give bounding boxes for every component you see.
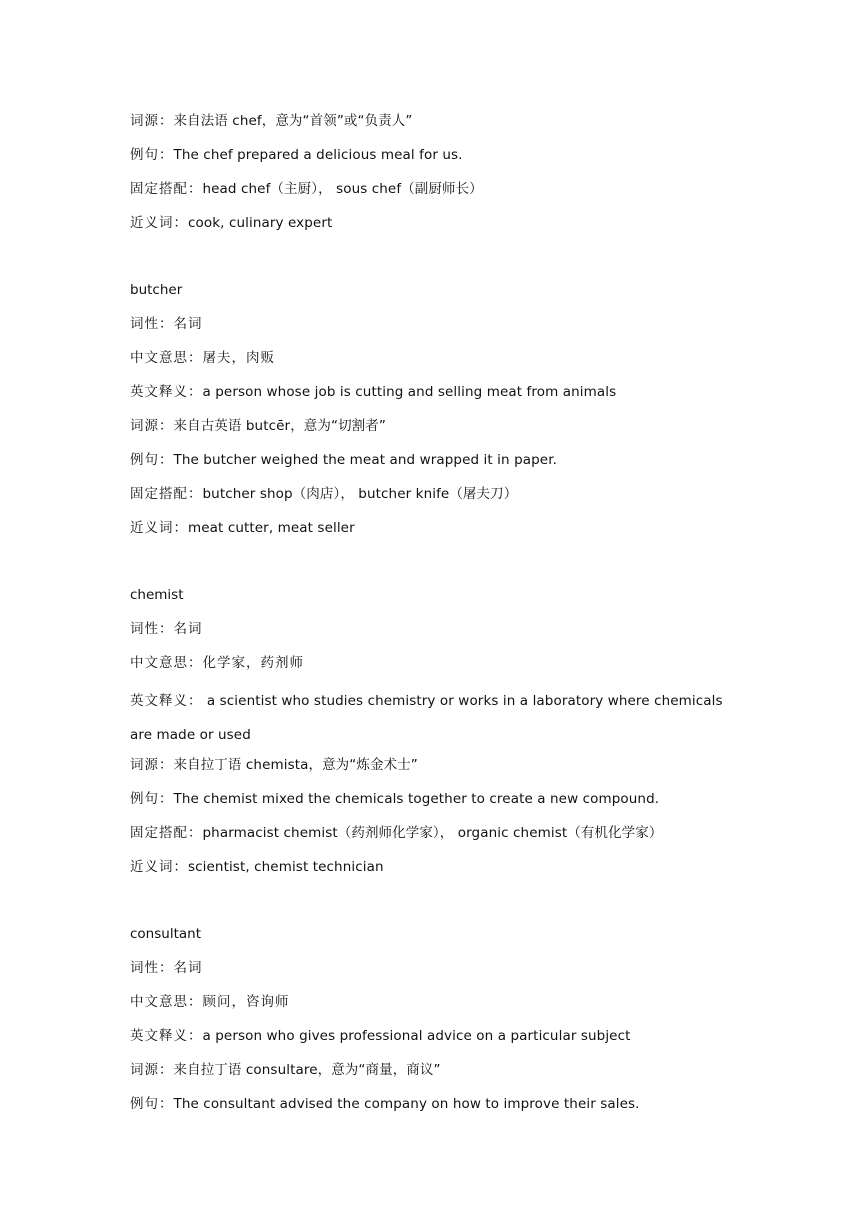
- etymology-label: 词源：: [130, 418, 174, 434]
- meaning-label: 中文意思：: [130, 350, 203, 366]
- spacer: [130, 888, 740, 921]
- chef-example: [130, 142, 740, 176]
- synonyms-text: meat cutter, meat seller: [188, 520, 355, 536]
- collocation-text: pharmacist chemist（药剂师化学家）， organic chemist（有机化学家）: [202, 825, 663, 841]
- example-text: The consultant advised the company on how to improve their sales.: [173, 1096, 640, 1112]
- chemist-meaning: [130, 650, 740, 684]
- butcher-etymology: [130, 413, 740, 447]
- example-label: 例句：: [130, 147, 174, 163]
- chef-collocation: [130, 176, 740, 210]
- definition-text: a person who gives professional advice on a particular subject: [202, 1028, 631, 1044]
- butcher-meaning: [130, 345, 740, 379]
- meaning-text: 屠夫，肉贩: [202, 350, 275, 366]
- pos-label: 词性：: [130, 621, 174, 637]
- etymology-label: 词源：: [130, 113, 174, 129]
- example-text: The chemist mixed the chemicals together to create a new compound.: [173, 791, 660, 807]
- example-label: 例句：: [130, 1096, 174, 1112]
- butcher-example: [130, 447, 740, 481]
- spacer: [130, 244, 740, 277]
- synonyms-text: cook, culinary expert: [188, 215, 333, 231]
- butcher-collocation: [130, 481, 740, 515]
- synonyms-text: scientist, chemist technician: [188, 859, 384, 875]
- headword-butcher: butcher: [130, 282, 183, 298]
- chemist-collocation: [130, 820, 740, 854]
- chemist-pos: [130, 616, 740, 650]
- meaning-label: 中文意思：: [130, 994, 203, 1010]
- definition-text: a person whose job is cutting and selling meat from animals: [202, 384, 617, 400]
- butcher-pos: [130, 311, 740, 345]
- chemist-definition: [130, 684, 740, 752]
- headword-consultant: consultant: [130, 926, 201, 942]
- document-page: [130, 108, 740, 1125]
- etymology-label: 词源：: [130, 757, 174, 773]
- meaning-text: 顾问，咨询师: [202, 994, 290, 1010]
- chef-etymology: [130, 108, 740, 142]
- definition-text: a scientist who studies chemistry or works in a laboratory where chemicals are made or used: [130, 693, 723, 743]
- etymology-text: 来自古英语 butcēr，意为“切割者”: [173, 418, 386, 434]
- consultant-definition: [130, 1023, 740, 1057]
- synonyms-label: 近义词：: [130, 520, 188, 536]
- chemist-synonyms: [130, 854, 740, 888]
- example-label: 例句：: [130, 452, 174, 468]
- etymology-text: 来自拉丁语 consultare，意为“商量，商议”: [173, 1062, 441, 1078]
- example-label: 例句：: [130, 791, 174, 807]
- pos-text: 名词: [173, 960, 203, 976]
- chemist-example: [130, 786, 740, 820]
- etymology-text: 来自法语 chef，意为“首领”或“负责人”: [173, 113, 413, 129]
- collocation-label: 固定搭配：: [130, 181, 203, 197]
- chef-synonyms: [130, 210, 740, 244]
- definition-label: 英文释义：: [130, 1028, 203, 1044]
- chemist-etymology: [130, 752, 740, 786]
- headword-chemist: chemist: [130, 587, 184, 603]
- definition-label: 英文释义：: [130, 693, 203, 709]
- synonyms-label: 近义词：: [130, 859, 188, 875]
- collocation-text: butcher shop（肉店）， butcher knife（屠夫刀）: [202, 486, 518, 502]
- etymology-label: 词源：: [130, 1062, 174, 1078]
- spacer: [130, 549, 740, 582]
- consultant-meaning: [130, 989, 740, 1023]
- consultant-pos: [130, 955, 740, 989]
- synonyms-label: 近义词：: [130, 215, 188, 231]
- etymology-text: 来自拉丁语 chemista，意为“炼金术士”: [173, 757, 418, 773]
- butcher-synonyms: [130, 515, 740, 549]
- meaning-text: 化学家，药剂师: [202, 655, 304, 671]
- example-text: The chef prepared a delicious meal for us.: [173, 147, 463, 163]
- definition-label: 英文释义：: [130, 384, 203, 400]
- consultant-example: [130, 1091, 740, 1125]
- pos-label: 词性：: [130, 316, 174, 332]
- consultant-etymology: [130, 1057, 740, 1091]
- meaning-label: 中文意思：: [130, 655, 203, 671]
- pos-text: 名词: [173, 621, 203, 637]
- collocation-label: 固定搭配：: [130, 825, 203, 841]
- pos-label: 词性：: [130, 960, 174, 976]
- pos-text: 名词: [173, 316, 203, 332]
- example-text: The butcher weighed the meat and wrapped it in paper.: [173, 452, 558, 468]
- collocation-label: 固定搭配：: [130, 486, 203, 502]
- collocation-text: head chef（主厨）， sous chef（副厨师长）: [202, 181, 483, 197]
- butcher-definition: [130, 379, 740, 413]
